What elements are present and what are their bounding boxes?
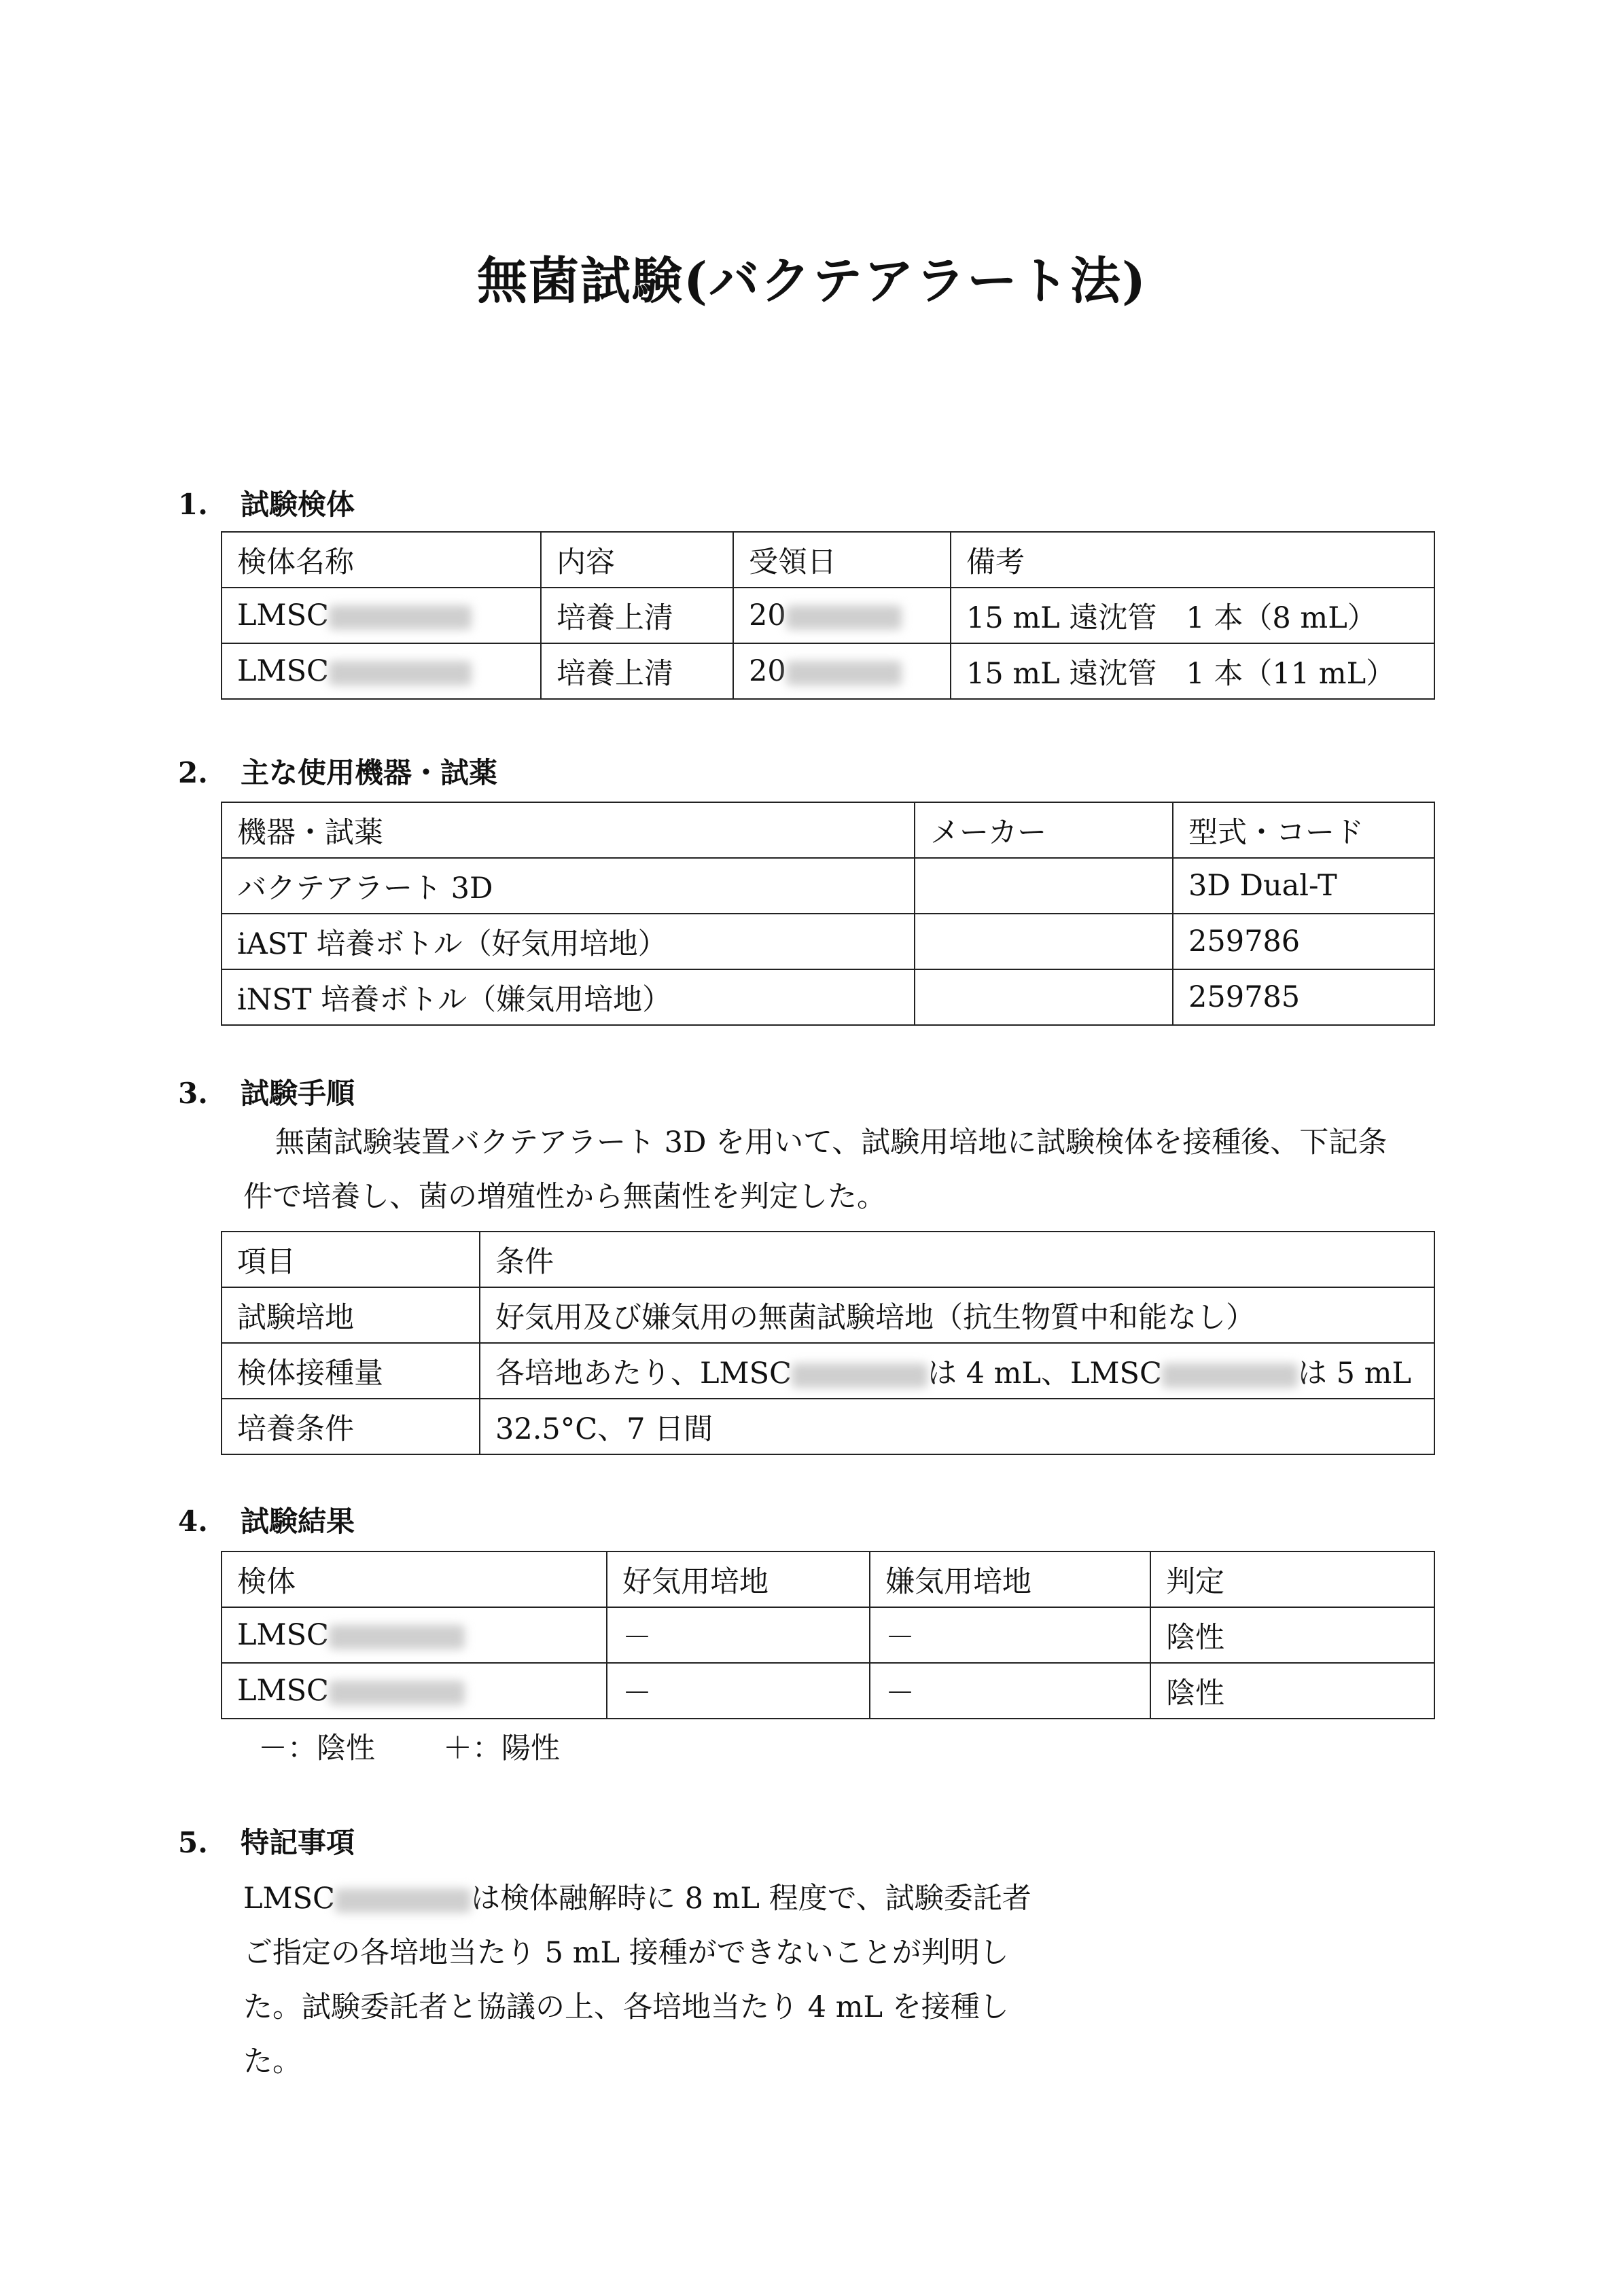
table-row xyxy=(222,969,1434,1025)
section-3-number: 3. xyxy=(178,1077,208,1110)
condition-text-a: 各培地あたり、LMSC xyxy=(495,1356,792,1391)
note-line-1 xyxy=(243,1871,1031,1926)
table-row xyxy=(222,588,1434,643)
specimen-name-cell xyxy=(222,1663,607,1719)
section-1-heading xyxy=(178,482,355,523)
header-cell: 受領日 xyxy=(733,532,951,588)
item-cell: 検体接種量 xyxy=(222,1343,480,1399)
content-cell: 培養上清 xyxy=(541,588,733,643)
section-3-title: 試験手順 xyxy=(241,1077,355,1110)
maker-cell xyxy=(915,858,1173,914)
note-cell: 15 mL 遠沈管 1 本（8 mL） xyxy=(951,588,1434,643)
date-cell xyxy=(733,588,951,643)
header-cell: 条件 xyxy=(480,1232,1434,1287)
redacted-date xyxy=(786,661,902,685)
header-cell: 判定 xyxy=(1150,1551,1434,1607)
procedure-text-line-1: 無菌試験装置バクテアラート 3D を用いて、試験用培地に試験検体を接種後、下記条 xyxy=(275,1126,1388,1160)
note-line-2: ご指定の各培地当たり 5 mL 接種ができないことが判明し xyxy=(243,1936,1009,1970)
equipment-table xyxy=(221,802,1435,1026)
result-cell: 陰性 xyxy=(1150,1607,1434,1663)
redacted-id xyxy=(329,605,472,630)
redacted-id xyxy=(329,1681,465,1705)
legend-positive: ＋：陽性 xyxy=(443,1732,560,1765)
header-cell: メーカー xyxy=(915,802,1173,858)
section-5-title: 特記事項 xyxy=(241,1826,355,1859)
content-cell: 培養上清 xyxy=(541,643,733,699)
specimen-name: LMSC xyxy=(237,598,329,632)
condition-cell xyxy=(480,1343,1434,1399)
header-cell: 項目 xyxy=(222,1232,480,1287)
equipment-cell: iAST 培養ボトル（好気用培地） xyxy=(222,914,915,969)
section-1-title: 試験検体 xyxy=(241,488,355,521)
condition-text-c: は 5 mL xyxy=(1297,1356,1411,1391)
redacted-id xyxy=(329,1625,465,1649)
date-cell xyxy=(733,643,951,699)
table-header-row xyxy=(222,1551,1434,1607)
table-row xyxy=(222,914,1434,969)
procedure-table xyxy=(221,1231,1435,1455)
date-value: 20 xyxy=(749,654,786,688)
redacted-id xyxy=(1162,1363,1298,1388)
maker-cell xyxy=(915,914,1173,969)
results-legend xyxy=(258,1725,560,1767)
condition-cell: 好気用及び嫌気用の無菌試験培地（抗生物質中和能なし） xyxy=(480,1287,1434,1343)
anaerobic-cell: － xyxy=(870,1607,1150,1663)
redacted-date xyxy=(786,605,902,630)
code-cell: 259785 xyxy=(1173,969,1434,1025)
equipment-cell: バクテアラート 3D xyxy=(222,858,915,914)
results-table xyxy=(221,1551,1435,1719)
specimen-name: LMSC xyxy=(237,1674,329,1708)
section-4-number: 4. xyxy=(178,1505,208,1538)
procedure-text-line-2: 件で培養し、菌の増殖性から無菌性を判定した。 xyxy=(243,1180,886,1214)
section-4-title: 試験結果 xyxy=(241,1505,355,1538)
condition-text-b: は 4 mL、LMSC xyxy=(927,1356,1162,1391)
code-cell: 259786 xyxy=(1173,914,1434,969)
header-cell: 嫌気用培地 xyxy=(870,1551,1150,1607)
anaerobic-cell: － xyxy=(870,1663,1150,1719)
redacted-id xyxy=(335,1888,471,1913)
section-2-title: 主な使用機器・試薬 xyxy=(241,756,498,789)
note-line-1-a: LMSC xyxy=(243,1882,335,1916)
result-cell: 陰性 xyxy=(1150,1663,1434,1719)
header-cell: 備考 xyxy=(951,532,1434,588)
section-5-number: 5. xyxy=(178,1826,208,1859)
specimen-name-cell xyxy=(222,1607,607,1663)
table-row xyxy=(222,1287,1434,1343)
table-row xyxy=(222,858,1434,914)
legend-negative: －：陰性 xyxy=(258,1732,375,1765)
section-2-number: 2. xyxy=(178,756,208,789)
section-2-heading xyxy=(178,751,497,791)
specimen-table xyxy=(221,531,1435,700)
table-header-row xyxy=(222,1232,1434,1287)
maker-cell xyxy=(915,969,1173,1025)
note-cell: 15 mL 遠沈管 1 本（11 mL） xyxy=(951,643,1434,699)
document-title: 無菌試験(バクテアラート法) xyxy=(476,252,1148,310)
header-cell: 型式・コード xyxy=(1173,802,1434,858)
table-header-row xyxy=(222,802,1434,858)
section-4-heading xyxy=(178,1499,355,1540)
specimen-name: LMSC xyxy=(237,1618,329,1652)
item-cell: 試験培地 xyxy=(222,1287,480,1343)
table-row xyxy=(222,1343,1434,1399)
table-row xyxy=(222,1607,1434,1663)
header-cell: 好気用培地 xyxy=(607,1551,870,1607)
note-line-1-b: は検体融解時に 8 mL 程度で、試験委託者 xyxy=(470,1882,1031,1916)
aerobic-cell: － xyxy=(607,1663,870,1719)
item-cell: 培養条件 xyxy=(222,1399,480,1454)
header-cell: 検体名称 xyxy=(222,532,541,588)
note-line-3: た。試験委託者と協議の上、各培地当たり 4 mL を接種し xyxy=(243,1990,1009,2024)
section-1-number: 1. xyxy=(178,488,208,521)
specimen-name-cell xyxy=(222,588,541,643)
date-value: 20 xyxy=(749,598,786,632)
header-cell: 検体 xyxy=(222,1551,607,1607)
note-line-4: た。 xyxy=(243,2045,302,2079)
specimen-name-cell xyxy=(222,643,541,699)
equipment-cell: iNST 培養ボトル（嫌気用培地） xyxy=(222,969,915,1025)
table-header-row xyxy=(222,532,1434,588)
table-row xyxy=(222,643,1434,699)
table-row xyxy=(222,1663,1434,1719)
code-cell: 3D Dual-T xyxy=(1173,858,1434,914)
header-cell: 機器・試薬 xyxy=(222,802,915,858)
condition-cell: 32.5°C、7 日間 xyxy=(480,1399,1434,1454)
section-5-heading xyxy=(178,1820,355,1861)
redacted-id xyxy=(792,1363,928,1388)
section-3-heading xyxy=(178,1071,355,1112)
aerobic-cell: － xyxy=(607,1607,870,1663)
redacted-id xyxy=(329,661,472,685)
specimen-name: LMSC xyxy=(237,654,329,688)
table-row xyxy=(222,1399,1434,1454)
header-cell: 内容 xyxy=(541,532,733,588)
